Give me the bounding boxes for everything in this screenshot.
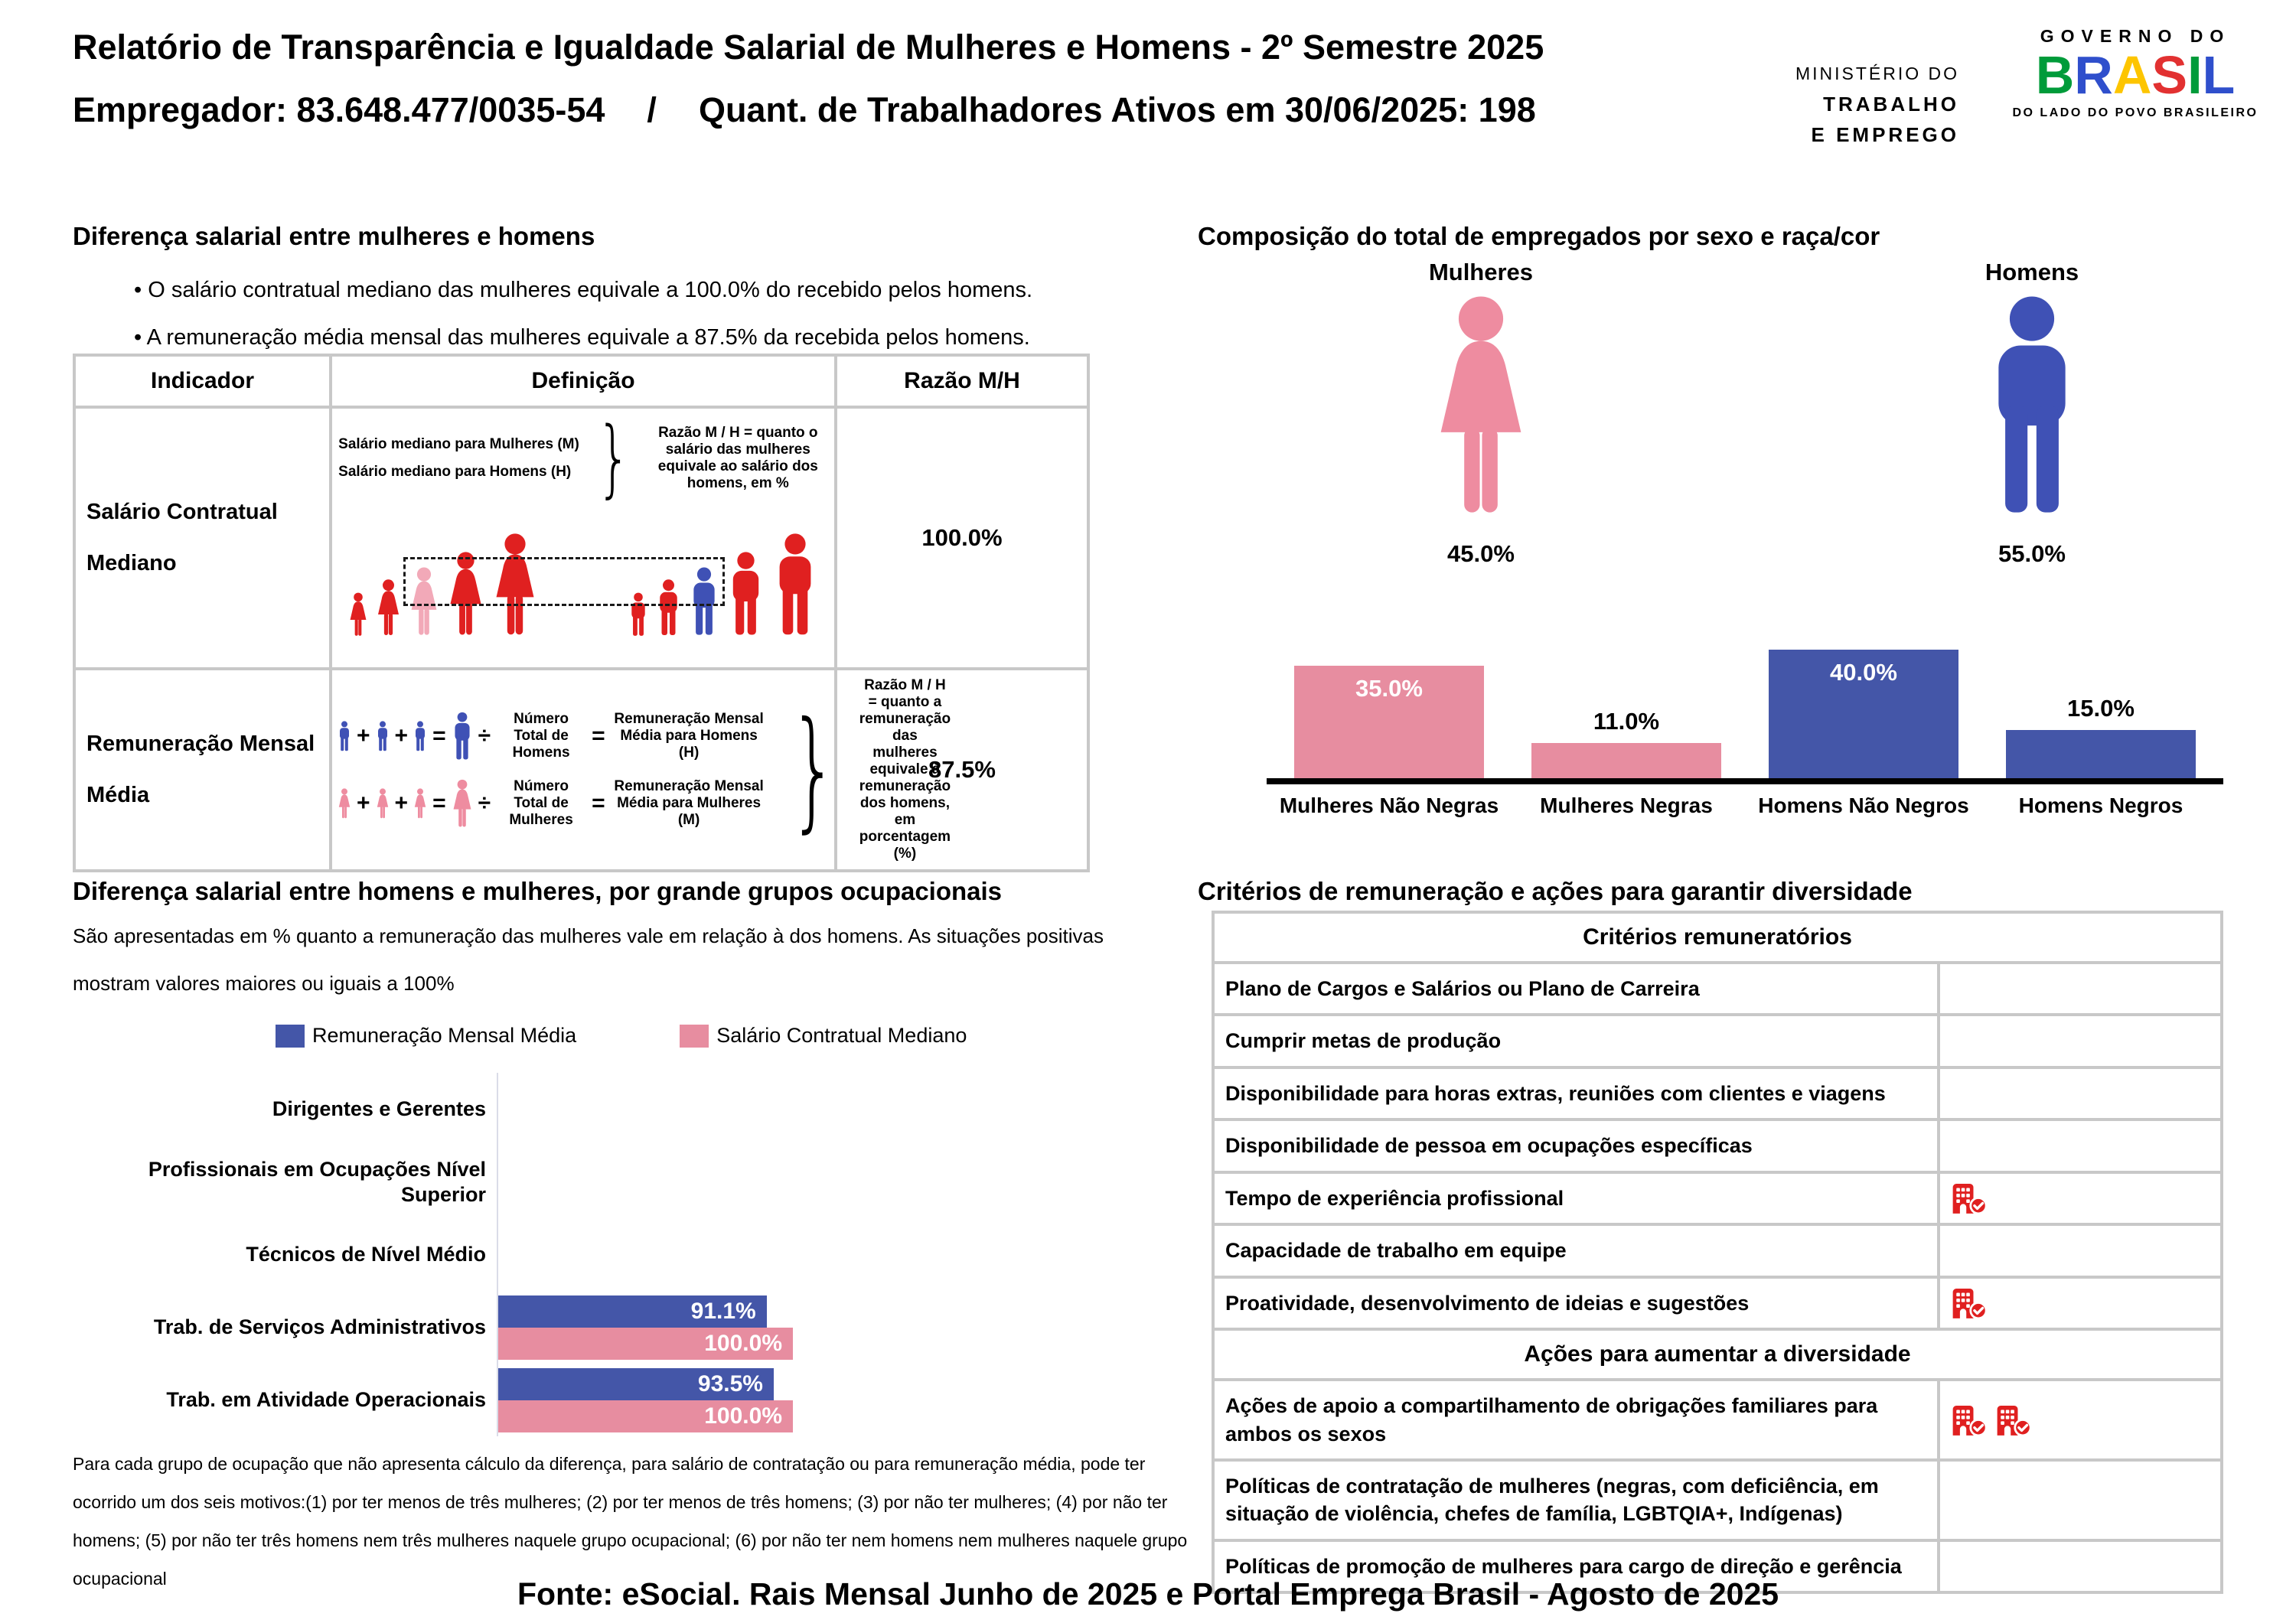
criteria-icon-cell — [1939, 1015, 2222, 1067]
table-row — [74, 407, 1088, 669]
bar-salario — [498, 1400, 793, 1432]
table-row — [74, 669, 1088, 871]
criteria-label: Políticas de promoção de mulheres para cargo de direção e gerência — [1213, 1540, 1939, 1592]
category-label: Trab. de Serviços Administrativos — [153, 1315, 486, 1339]
brasil-letter: A — [2112, 45, 2152, 105]
chart-row — [73, 1073, 846, 1146]
equals-operator: = — [592, 723, 605, 748]
criteria-label: Cumprir metas de produção — [1213, 1015, 1939, 1067]
equals-operator: = — [592, 790, 605, 816]
woman-figure-icon — [376, 578, 401, 637]
table-row — [1213, 963, 2222, 1015]
chart-row — [73, 1218, 846, 1291]
pay-gap-bullets — [134, 266, 1032, 361]
gov-logo-slogan: DO LADO DO POVO BRASILEIRO — [2012, 106, 2258, 119]
composition-section-title: Composição do total de empregados por sexo e raça/cor — [1198, 222, 1880, 250]
man-figure-large-icon — [452, 712, 473, 761]
ministry-line1: MINISTÉRIO DO — [1795, 64, 1959, 83]
bullet-average-pay: • A remuneração média mensal das mulheres equivale a 87.5% da recebida pelos homens. — [134, 325, 1030, 350]
company-check-icon — [1949, 1403, 1988, 1437]
employer-id: Empregador: 83.648.477/0035-54 — [73, 90, 605, 129]
composition-bar-chart — [1267, 647, 2223, 818]
category-label: Homens Negros — [2018, 794, 2183, 817]
legend-item-remuneracao — [276, 1024, 576, 1048]
table-row — [1213, 1460, 2222, 1540]
criteria-section-title: Critérios de remuneração e ações para garantir diversidade — [1198, 877, 1913, 905]
page-title: Relatório de Transparência e Igualdade Salarial de Mulheres e Homens - 2º Semestre 2025 — [73, 28, 1544, 67]
brasil-letter: L — [2202, 45, 2236, 105]
ratio-median-salary: 100.0% — [836, 407, 1088, 669]
table-row — [1213, 1380, 2222, 1460]
company-check-icon — [1949, 1286, 1988, 1320]
women-composition-block — [1355, 259, 1607, 568]
men-composition-block — [1906, 259, 2158, 568]
woman-figure-large-icon — [452, 779, 473, 828]
brasil-logo-text — [1998, 47, 2273, 103]
criteria-group-header: Critérios remuneratórios — [1213, 912, 2222, 963]
women-average-formula — [338, 778, 768, 829]
bar-salario — [498, 1328, 793, 1360]
bar-mulheres-negras — [1531, 707, 1721, 778]
category-label: Técnicos de Nível Médio — [246, 1243, 486, 1266]
criteria-label: Ações de apoio a compartilhamento de obrigações familiares para ambos os sexos — [1213, 1380, 1939, 1460]
people-pictogram — [333, 497, 833, 637]
occupations-footnote: Para cada grupo de ocupação que não apresenta cálculo da diferença, para salário de contratação ou para remuneração média, pode ter ocorrido um dos seis motivos:(1) por ter menos de três mulheres; (2) por ter menos de três homens; (3) por não ter mulheres; (4) por não ter homens; (5) por não ter três homens nem três mulheres naquele grupo ocupacional; (6) por não ter nem homens nem mulheres naquele grupo ocupacional — [73, 1454, 1188, 1589]
category-label: Mulheres Negras — [1540, 794, 1713, 817]
government-logo — [1998, 26, 2273, 120]
bar-remuneracao — [498, 1368, 774, 1400]
table-row — [1213, 1224, 2222, 1276]
brasil-letter: R — [2074, 45, 2113, 105]
man-figure-icon — [413, 721, 427, 751]
criteria-icon-cell — [1939, 1380, 2222, 1460]
divide-operator: ÷ — [478, 790, 491, 816]
bar-value-label: 100.0% — [704, 1403, 782, 1429]
company-check-icon — [1994, 1403, 2032, 1437]
brasil-letter: I — [2187, 45, 2203, 105]
bar-remuneracao — [498, 1295, 767, 1328]
brace-glyph: } — [596, 409, 631, 507]
criteria-label: Disponibilidade de pessoa em ocupações específicas — [1213, 1119, 1939, 1172]
men-average-formula — [338, 711, 768, 761]
legend-label: Remuneração Mensal Média — [312, 1024, 577, 1047]
x-axis-line — [1267, 778, 2223, 784]
criteria-label: Proatividade, desenvolvimento de ideias e sugestões — [1213, 1277, 1939, 1329]
pay-gap-section-title: Diferença salarial entre mulheres e homens — [73, 222, 595, 250]
man-figure-icon — [727, 551, 765, 637]
bar-homens-nao-negros — [1769, 650, 1958, 778]
ministry-logo — [1730, 58, 1959, 150]
separator: / — [647, 90, 657, 129]
ministry-line3: E EMPREGO — [1811, 123, 1959, 146]
criteria-label: Disponibilidade para horas extras, reuniões com clientes e viagens — [1213, 1067, 1939, 1119]
occupations-bar-chart — [73, 1073, 846, 1436]
equals-operator: = — [432, 723, 446, 748]
source-footer: Fonte: eSocial. Rais Mensal Junho de 2025 e Portal Emprega Brasil - Agosto de 2025 — [517, 1576, 1779, 1612]
indicator-median-salary: Salário Contratual Mediano — [74, 407, 331, 669]
brace-glyph: } — [788, 694, 839, 846]
woman-figure-icon — [413, 788, 427, 819]
definition-median-salary — [331, 407, 836, 669]
category-label: Homens Não Negros — [1758, 794, 1969, 817]
definition-average-pay — [331, 669, 951, 871]
col-header-indicador: Indicador — [74, 355, 331, 407]
ratio-definition-note: Razão M / H = quanto o salário das mulheres equivale ao salário dos homens, em % — [657, 424, 818, 491]
bar-value-label: 35.0% — [1355, 675, 1423, 702]
legend-label: Salário Contratual Mediano — [716, 1024, 967, 1047]
pink-legend-swatch — [680, 1025, 709, 1048]
plus-operator: + — [394, 790, 409, 816]
table-row — [1213, 1015, 2222, 1067]
woman-figure-icon — [376, 788, 390, 819]
table-row — [1213, 1277, 2222, 1329]
brasil-letter: S — [2151, 45, 2188, 105]
occupations-section-title: Diferença salarial entre homens e mulheres, por grande grupos ocupacionais — [73, 877, 1003, 905]
page-subtitle — [73, 90, 1536, 130]
criteria-group-header: Ações para aumentar a diversidade — [1213, 1329, 2222, 1380]
plus-operator: + — [394, 723, 409, 748]
table-row — [1213, 1067, 2222, 1119]
bullet-median-salary: • O salário contratual mediano das mulheres equivale a 100.0% do recebido pelos homens. — [134, 278, 1033, 302]
criteria-icon-cell — [1939, 1067, 2222, 1119]
brasil-letter: B — [2035, 45, 2075, 105]
category-label: Trab. em Atividade Operacionais — [166, 1388, 486, 1412]
bar-value-label: 15.0% — [2067, 695, 2135, 722]
pay-gap-table — [73, 354, 1090, 872]
median-men-label: Salário mediano para Homens (H) — [338, 463, 572, 480]
bar-value-label: 40.0% — [1830, 659, 1897, 686]
women-average-label: Remuneração Mensal Média para Mulheres (M) — [614, 778, 764, 828]
table-row — [1213, 1119, 2222, 1172]
criteria-icon-cell — [1939, 1172, 2222, 1224]
man-figure-large-icon — [1983, 294, 2081, 517]
criteria-icon-cell — [1939, 1460, 2222, 1540]
woman-figure-icon — [338, 788, 351, 819]
chart-legend — [276, 1024, 967, 1048]
criteria-icon-cell — [1939, 963, 2222, 1015]
ratio-average-pay: 87.5% — [836, 669, 1088, 871]
man-figure-icon — [376, 721, 390, 751]
bar-value-label: 11.0% — [1593, 707, 1660, 735]
company-check-icon — [1949, 1181, 1988, 1215]
col-header-razao: Razão M/H — [836, 355, 1088, 407]
legend-item-salario — [680, 1024, 967, 1048]
men-count-label: Número Total de Homens — [512, 711, 570, 761]
men-average-label: Remuneração Mensal Média para Homens (H) — [614, 711, 764, 761]
category-label: Mulheres Não Negras — [1279, 794, 1499, 817]
chart-row — [73, 1364, 846, 1436]
blue-legend-swatch — [276, 1025, 305, 1048]
plus-operator: + — [357, 723, 370, 748]
occupations-subtitle-line1: São apresentadas em % quanto a remuneração das mulheres vale em relação à dos homens. As situações positivas — [73, 924, 1104, 947]
equals-operator: = — [432, 790, 446, 816]
criteria-icon-cell — [1939, 1119, 2222, 1172]
category-label: Dirigentes e Gerentes — [272, 1097, 486, 1121]
occupations-subtitle-line2: mostram valores maiores ou iguais a 100% — [73, 972, 455, 995]
median-comparison-dashed-box — [403, 557, 725, 606]
gov-logo-top: GOVERNO DO — [2040, 26, 2231, 46]
criteria-table — [1212, 911, 2223, 1594]
criteria-label: Tempo de experiência profissional — [1213, 1172, 1939, 1224]
bar-homens-negros — [2006, 695, 2196, 778]
criteria-label: Plano de Cargos e Salários ou Plano de Carreira — [1213, 963, 1939, 1015]
divide-operator: ÷ — [478, 723, 491, 748]
active-workers-count: Quant. de Trabalhadores Ativos em 30/06/2025: 198 — [698, 90, 1536, 129]
woman-figure-large-icon — [1432, 294, 1530, 517]
bar-value-label: 100.0% — [704, 1330, 782, 1356]
criteria-icon-cell — [1939, 1277, 2222, 1329]
bar-value-label: 91.1% — [690, 1298, 756, 1324]
chart-row — [73, 1146, 846, 1218]
women-percentage: 45.0% — [1447, 540, 1515, 567]
man-figure-icon — [772, 533, 818, 637]
median-women-label: Salário mediano para Mulheres (M) — [338, 435, 579, 452]
ministry-line2: TRABALHO — [1823, 93, 1959, 116]
man-figure-icon — [338, 721, 351, 751]
ratio-definition-note: Razão M / H = quanto a remuneração das mulheres equivale à remuneração dos homens, em porcentagem (%) — [859, 677, 951, 862]
criteria-icon-cell — [1939, 1224, 2222, 1276]
table-header-row — [74, 355, 1088, 407]
table-row — [1213, 1172, 2222, 1224]
men-percentage: 55.0% — [1998, 540, 2066, 567]
bar-value-label: 93.5% — [697, 1370, 763, 1396]
category-label: Profissionais em Ocupações Nível Superior — [148, 1158, 486, 1206]
indicator-average-pay: Remuneração Mensal Média — [74, 669, 331, 871]
col-header-definicao: Definição — [331, 355, 836, 407]
criteria-label: Políticas de contratação de mulheres (negras, com deficiência, em situação de violência, chefes de família, LGBTQIA+, Indígenas) — [1213, 1460, 1939, 1540]
women-label: Mulheres — [1428, 259, 1534, 285]
chart-row — [73, 1291, 846, 1364]
criteria-label: Capacidade de trabalho em equipe — [1213, 1224, 1939, 1276]
bar-mulheres-nao-negras — [1294, 666, 1484, 778]
woman-figure-icon — [348, 592, 368, 637]
women-count-label: Número Total de Mulheres — [509, 778, 573, 828]
men-label: Homens — [1985, 259, 2079, 285]
plus-operator: + — [357, 790, 370, 816]
